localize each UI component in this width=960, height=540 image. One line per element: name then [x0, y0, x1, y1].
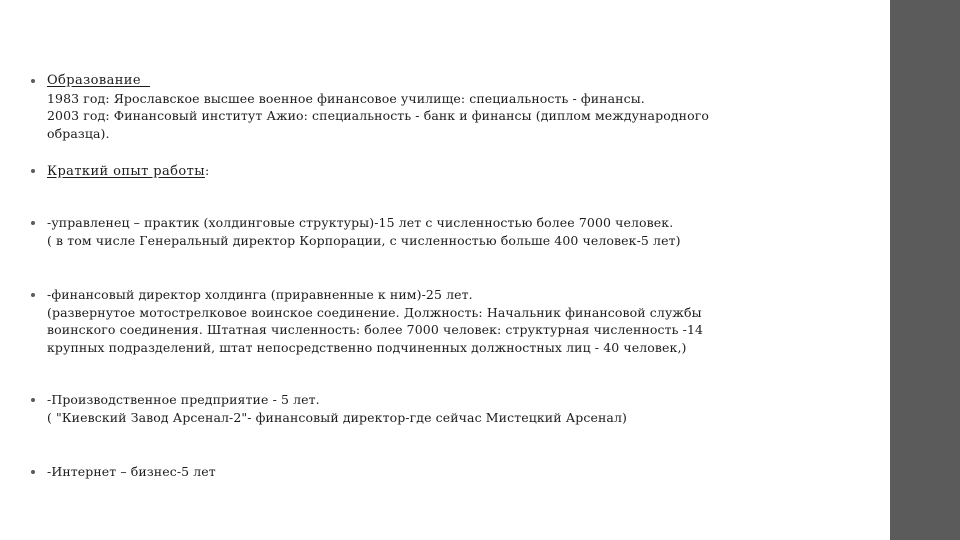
text-line: ( "Киевский Завод Арсенал-2"- финансовый директор-где сейчас Мистецкий Арсенал) — [47, 409, 627, 425]
experience-heading-line — [47, 162, 209, 181]
item-text — [47, 214, 681, 249]
text-line: образца). — [47, 125, 110, 141]
education-heading: Образование — [47, 73, 151, 88]
bullet-icon — [31, 398, 35, 402]
text-line: -Интернет – бизнес-5 лет — [47, 464, 216, 479]
bullet-icon — [31, 221, 35, 225]
item-text — [47, 391, 627, 426]
bullet-icon — [31, 293, 35, 297]
text-line: (развернутое мотострелковое воинское соединение. Должность: Начальник финансовой службы — [47, 304, 702, 320]
text-line: крупных подразделений, штат непосредственно подчиненных должностных лиц - 40 человек,) — [47, 339, 687, 355]
right-sidebar-panel — [890, 0, 960, 540]
text-line: воинского соединения. Штатная численность: более 7000 человек: структурная численность -14 — [47, 322, 704, 337]
bullet-icon — [31, 169, 35, 173]
item-text — [47, 286, 703, 356]
text-line: 1983 год: Ярославское высшее военное финансовое училище: специальность - финансы. — [47, 90, 645, 106]
experience-heading: Краткий опыт работы — [47, 164, 205, 179]
heading-colon: : — [204, 163, 210, 178]
item-text — [47, 162, 209, 181]
bullet-icon — [31, 470, 35, 474]
text-line: -Производственное предприятие - 5 лет. — [47, 392, 320, 407]
item-text — [47, 72, 709, 142]
text-line: 2003 год: Финансовый институт Ажио: специальность - банк и финансы (диплом международного — [47, 108, 709, 123]
text-line: -финансовый директор холдинга (приравненные к ним)-25 лет. — [47, 287, 473, 302]
bullet-icon — [31, 79, 35, 83]
text-line: -управленец – практик (холдинговые структуры)-15 лет с численностью более 7000 человек. — [47, 215, 674, 230]
item-text — [47, 463, 216, 481]
text-line: ( в том числе Генеральный директор Корпорации, с численностью больше 400 человек-5 лет) — [47, 232, 681, 248]
